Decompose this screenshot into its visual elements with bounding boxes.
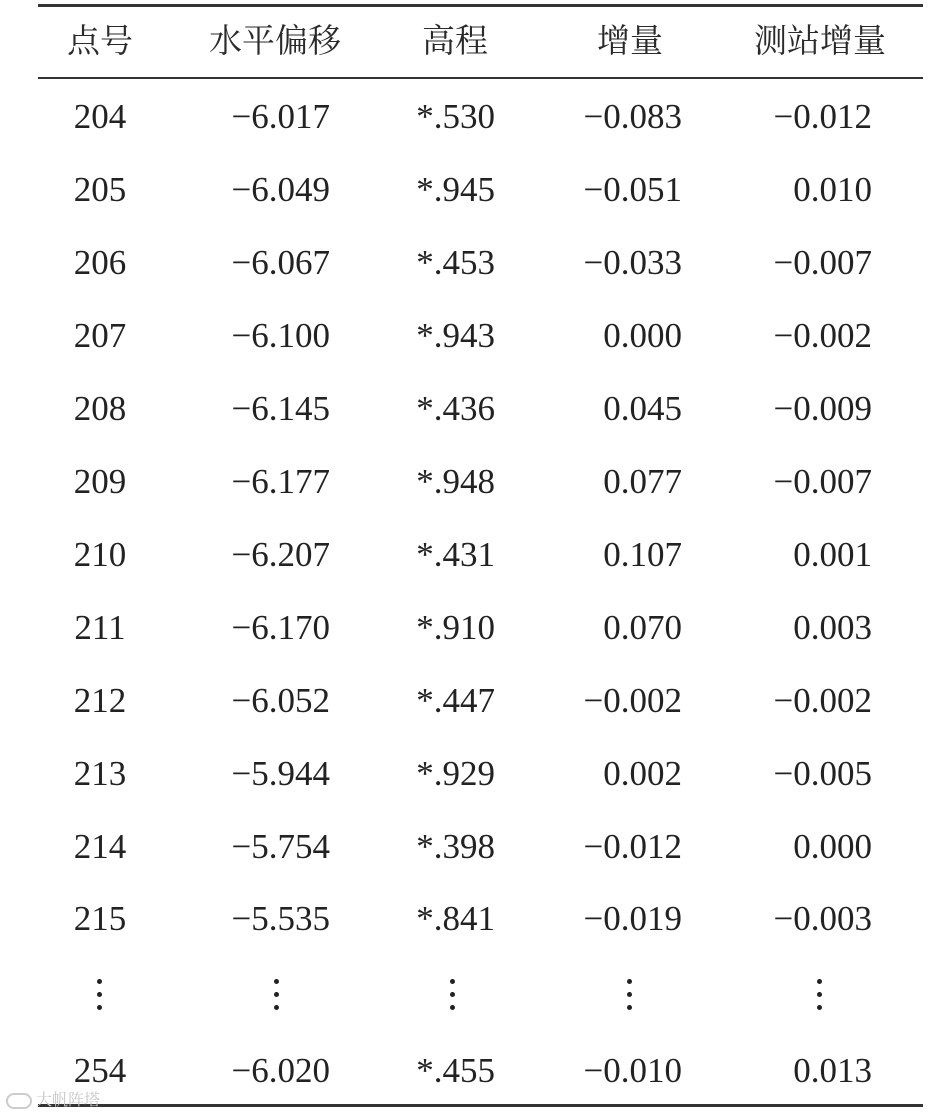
cell-offset: −5.754 xyxy=(231,827,330,866)
cell-elevation: *.436 xyxy=(416,389,495,428)
cell-station-increment: 0.010 xyxy=(793,170,872,209)
cell-offset: −6.052 xyxy=(231,681,330,720)
table-row xyxy=(0,233,930,293)
header-offset: 水平偏移 xyxy=(209,21,341,60)
cell-station-increment: 0.003 xyxy=(793,608,872,647)
table-row-last xyxy=(0,1041,930,1101)
table-top-rule xyxy=(38,4,923,7)
cell-increment: −0.019 xyxy=(583,899,682,938)
cell-offset: −6.049 xyxy=(231,170,330,209)
cell-offset: −5.535 xyxy=(231,899,330,938)
table-row xyxy=(0,306,930,366)
cell-increment: −0.012 xyxy=(583,827,682,866)
cell-point: 213 xyxy=(73,754,127,793)
cell-increment: 0.070 xyxy=(603,608,682,647)
cell-point: 205 xyxy=(73,170,127,209)
table-row xyxy=(0,379,930,439)
cell-elevation: *.929 xyxy=(416,754,495,793)
cell-station-increment: −0.005 xyxy=(773,754,872,793)
table-row xyxy=(0,598,930,658)
cell-elevation: *.948 xyxy=(416,462,495,501)
cell-offset: −5.944 xyxy=(231,754,330,793)
cell-offset: −6.100 xyxy=(231,316,330,355)
cell-elevation: *.431 xyxy=(416,535,495,574)
cell-point: 204 xyxy=(73,97,127,136)
cell-elevation: *.945 xyxy=(416,170,495,209)
table-row xyxy=(0,525,930,585)
cell-station-increment: −0.012 xyxy=(773,97,872,136)
cell-elevation: *.453 xyxy=(416,243,495,282)
vertical-ellipsis-icon xyxy=(623,963,637,1023)
cell-increment: 0.077 xyxy=(603,462,682,501)
cell-point: 208 xyxy=(73,389,127,428)
cell-offset: −6.067 xyxy=(231,243,330,282)
cell-station-increment: 0.013 xyxy=(793,1051,872,1090)
cell-offset: −6.145 xyxy=(231,389,330,428)
cell-increment: −0.051 xyxy=(583,170,682,209)
table-header-rule xyxy=(38,77,923,79)
cell-increment: 0.002 xyxy=(603,754,682,793)
table-header-row xyxy=(0,11,930,71)
header-station-increment: 测站增量 xyxy=(754,21,886,60)
watermark-text: 大帆阵塔 xyxy=(36,1090,101,1109)
vertical-ellipsis-icon xyxy=(446,963,460,1023)
vertical-ellipsis-icon xyxy=(93,963,107,1023)
cell-point: 206 xyxy=(73,243,127,282)
cell-station-increment: −0.002 xyxy=(773,681,872,720)
cell-increment: 0.107 xyxy=(603,535,682,574)
table-row xyxy=(0,452,930,512)
cell-offset: −6.020 xyxy=(231,1051,330,1090)
table-row xyxy=(0,87,930,147)
cell-elevation: *.910 xyxy=(416,608,495,647)
header-elevation: 高程 xyxy=(422,21,488,60)
ellipsis-row xyxy=(0,963,930,1023)
cell-elevation: *.530 xyxy=(416,97,495,136)
cell-increment: 0.045 xyxy=(603,389,682,428)
cell-point: 212 xyxy=(73,681,127,720)
cell-offset: −6.177 xyxy=(231,462,330,501)
cell-point: 210 xyxy=(73,535,127,574)
cell-elevation: *.447 xyxy=(416,681,495,720)
cell-point: 214 xyxy=(73,827,127,866)
table-row xyxy=(0,889,930,949)
cell-station-increment: 0.001 xyxy=(793,535,872,574)
cell-station-increment: −0.002 xyxy=(773,316,872,355)
cell-offset: −6.207 xyxy=(231,535,330,574)
cell-elevation: *.841 xyxy=(416,899,495,938)
cell-point: 209 xyxy=(73,462,127,501)
watermark-logo-icon xyxy=(6,1093,32,1109)
table-row xyxy=(0,671,930,731)
cell-point: 207 xyxy=(73,316,127,355)
vertical-ellipsis-icon xyxy=(813,963,827,1023)
cell-station-increment: −0.007 xyxy=(773,462,872,501)
cell-offset: −6.170 xyxy=(231,608,330,647)
cell-station-increment: −0.007 xyxy=(773,243,872,282)
header-increment: 增量 xyxy=(597,21,663,60)
table-row xyxy=(0,160,930,220)
cell-increment: −0.010 xyxy=(583,1051,682,1090)
table-row xyxy=(0,817,930,877)
cell-increment: −0.083 xyxy=(583,97,682,136)
cell-elevation: *.943 xyxy=(416,316,495,355)
cell-elevation: *.398 xyxy=(416,827,495,866)
header-point: 点号 xyxy=(67,21,133,60)
vertical-ellipsis-icon xyxy=(270,963,284,1023)
watermark xyxy=(6,1088,100,1112)
cell-station-increment: −0.003 xyxy=(773,899,872,938)
cell-increment: 0.000 xyxy=(603,316,682,355)
table-bottom-rule xyxy=(38,1104,923,1107)
cell-offset: −6.017 xyxy=(231,97,330,136)
cell-increment: −0.002 xyxy=(583,681,682,720)
cell-point: 211 xyxy=(74,608,126,647)
cell-point: 254 xyxy=(73,1051,127,1090)
cell-station-increment: −0.009 xyxy=(773,389,872,428)
cell-increment: −0.033 xyxy=(583,243,682,282)
table-row xyxy=(0,744,930,804)
cell-point: 215 xyxy=(73,899,127,938)
cell-elevation: *.455 xyxy=(416,1051,495,1090)
cell-station-increment: 0.000 xyxy=(793,827,872,866)
